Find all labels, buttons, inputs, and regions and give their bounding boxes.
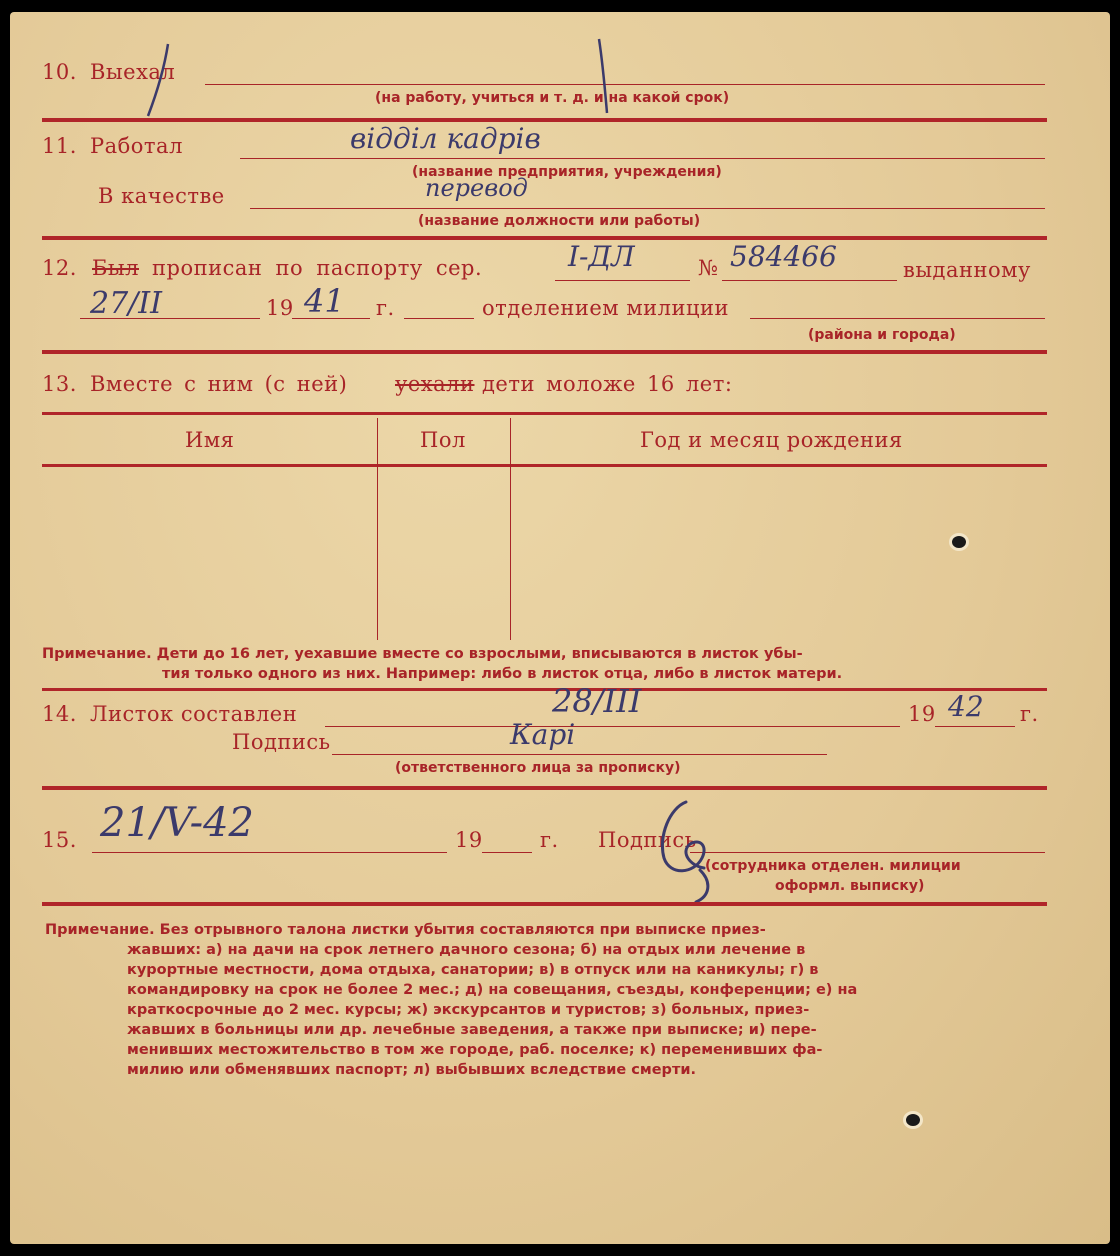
field-14-year-prefix: 19 bbox=[908, 702, 936, 726]
children-col-name: Имя bbox=[185, 428, 235, 452]
field-14-date: 28/III bbox=[552, 682, 642, 720]
separator-11 bbox=[42, 236, 1047, 240]
field-12-year-prefix: 19 bbox=[266, 296, 294, 320]
separator-14 bbox=[42, 786, 1047, 790]
children-table-header-line bbox=[42, 464, 1047, 467]
field-13-number: 13. bbox=[42, 372, 77, 396]
children-note-line-2: тия только одного из них. Например: либо в листок отца, либо в листок матери. bbox=[162, 666, 843, 682]
field-11-caption: (название предприятия, учреждения) bbox=[412, 164, 722, 180]
field-12-dept: отделением милиции bbox=[482, 296, 729, 320]
field-12-dept-line bbox=[750, 318, 1045, 319]
field-14-caption: (ответственного лица за прописку) bbox=[395, 760, 681, 776]
field-11-line bbox=[240, 158, 1045, 159]
children-table-divider-1 bbox=[377, 418, 378, 640]
field-11-work-value: відділ кадрів bbox=[350, 122, 541, 155]
punch-hole-2 bbox=[906, 1114, 920, 1126]
field-10-number: 10. bbox=[42, 60, 77, 84]
field-14-year: 42 bbox=[948, 690, 984, 723]
separator-10 bbox=[42, 118, 1047, 122]
field-13-struck-word: уехали bbox=[395, 372, 475, 396]
children-table-top bbox=[42, 412, 1047, 415]
footnote-line-6: менивших местожительство в том же городе, раб. поселке; к) переменивших фа- bbox=[127, 1042, 823, 1058]
field-14-sign-line bbox=[332, 754, 827, 755]
footnote-line-7: милию или обменявших паспорт; л) выбывших вследствие смерти. bbox=[127, 1062, 697, 1078]
field-14-sign-label: Подпись bbox=[232, 730, 331, 754]
field-15-date: 21/V-42 bbox=[100, 800, 255, 846]
field-11-number: 11. bbox=[42, 134, 77, 158]
field-10-dash-mark-2 bbox=[585, 35, 625, 115]
field-12-passport-number: 584466 bbox=[730, 240, 837, 273]
field-14-label: Листок составлен bbox=[90, 702, 298, 726]
field-11-label: Работал bbox=[90, 134, 183, 158]
field-10-dash-mark bbox=[140, 40, 180, 120]
separator-15 bbox=[42, 902, 1047, 906]
field-12-blank-line bbox=[404, 318, 474, 319]
field-12-series: I-ДЛ bbox=[568, 240, 635, 273]
footnote-first-line: Примечание. Без отрывного талона листки убытия составляются при выписке приез- bbox=[45, 922, 766, 938]
field-15-sign-line bbox=[690, 852, 1045, 853]
field-10-line bbox=[205, 84, 1045, 85]
footnote-line-5: жавших в больницы или др. лечебные заведения, а также при выписке; и) пере- bbox=[127, 1022, 817, 1038]
field-15-year-suffix: г. bbox=[540, 828, 559, 852]
field-14-sign-value: Карі bbox=[510, 718, 576, 751]
field-15-sign-label: Подпись bbox=[598, 828, 697, 852]
children-note-line-1: Примечание. Дети до 16 лет, уехавшие вместе со взрослыми, вписываются в листок убы- bbox=[42, 646, 803, 662]
field-14-year-suffix: г. bbox=[1020, 702, 1039, 726]
field-11-position-label: В качестве bbox=[98, 184, 225, 208]
separator-12 bbox=[42, 350, 1047, 354]
punch-hole bbox=[952, 536, 966, 548]
children-col-sex: Пол bbox=[420, 428, 466, 452]
field-15-number: 15. bbox=[42, 828, 77, 852]
field-12-date: 27/II bbox=[90, 286, 162, 321]
field-14-number: 14. bbox=[42, 702, 77, 726]
field-12-date-line bbox=[80, 318, 260, 319]
footnote-line-2: курортные местности, дома отдыха, санатории; в) в отпуск или на каникулы; г) в bbox=[127, 962, 819, 978]
field-15-year-line bbox=[482, 852, 532, 853]
field-11-position-line bbox=[250, 208, 1045, 209]
field-15-caption-1: (сотрудника отделен. милиции bbox=[705, 858, 961, 874]
field-12-series-line bbox=[555, 280, 690, 281]
children-note bbox=[42, 644, 1047, 684]
field-11-position-value: перевод bbox=[425, 174, 528, 202]
field-15-signature bbox=[650, 796, 720, 906]
field-12-year-suffix: г. bbox=[376, 296, 395, 320]
children-table-divider-2 bbox=[510, 418, 511, 640]
field-15-caption-2: оформл. выписку) bbox=[775, 878, 925, 894]
separator-13 bbox=[42, 688, 1047, 691]
footnote-line-1: жавших: а) на дачи на срок летнего дачного сезона; б) на отдых или лечение в bbox=[127, 942, 806, 958]
field-14-year-line bbox=[935, 726, 1015, 727]
footnote-line-3: командировку на срок не более 2 мес.; д) на совещания, съезды, конференции; е) на bbox=[127, 982, 858, 998]
field-13-label-a: Вместе с ним (с ней) bbox=[90, 372, 348, 396]
footnote bbox=[45, 920, 1045, 1080]
field-10-caption: (на работу, учиться и т. д. и на какой срок) bbox=[375, 90, 730, 106]
field-12-caption: (района и города) bbox=[808, 327, 956, 343]
field-12-struck-word: Был bbox=[92, 256, 139, 280]
children-col-birth: Год и месяц рождения bbox=[640, 428, 903, 452]
field-15-year-prefix: 19 bbox=[455, 828, 483, 852]
field-12-number: 12. bbox=[42, 256, 77, 280]
field-12-label: прописан по паспорту сер. bbox=[152, 256, 483, 280]
field-14-date-line bbox=[325, 726, 900, 727]
field-12-no-label: № bbox=[698, 256, 719, 280]
field-13-label-b: дети моложе 16 лет: bbox=[482, 372, 733, 396]
field-12-number-line bbox=[722, 280, 897, 281]
field-12-year: 41 bbox=[304, 282, 345, 320]
field-10-label: Выехал bbox=[90, 60, 176, 84]
field-11-position-caption: (название должности или работы) bbox=[418, 213, 701, 229]
field-15-date-line bbox=[92, 852, 447, 853]
footnote-line-4: краткосрочные до 2 мес. курсы; ж) экскурсантов и туристов; з) больных, приез- bbox=[127, 1002, 810, 1018]
field-12-issued: выданному bbox=[903, 258, 1031, 282]
